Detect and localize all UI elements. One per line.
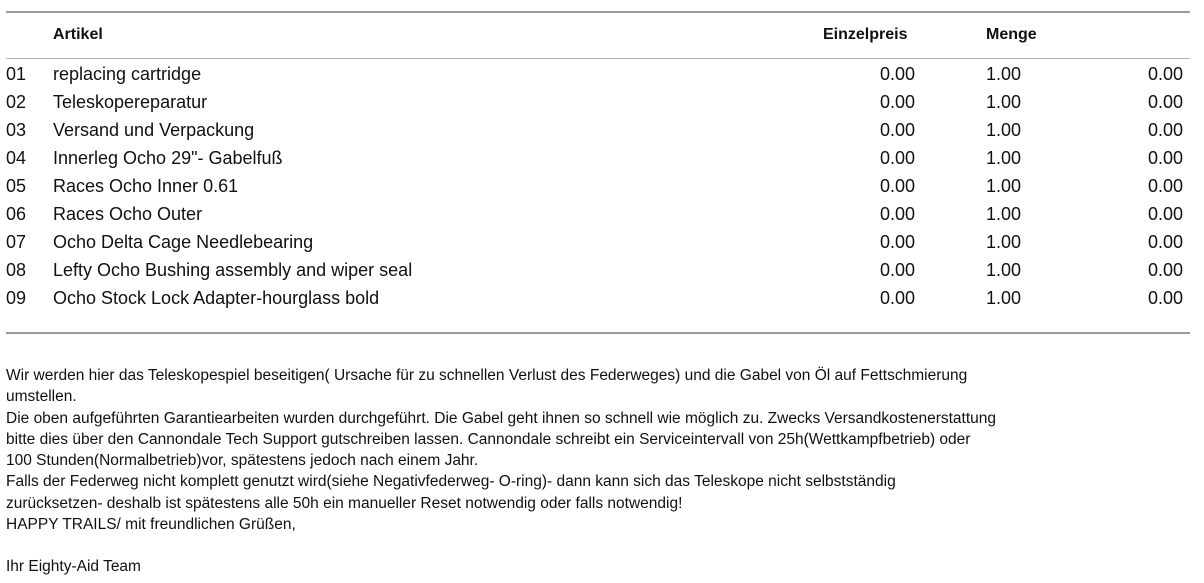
item-quantity: 1.00 xyxy=(985,288,1021,308)
item-article: Innerleg Ocho 29"- Gabelfuß xyxy=(53,148,283,168)
table-row xyxy=(0,117,1204,145)
item-article: Teleskopereparatur xyxy=(53,92,208,112)
item-unit-price: 0.00 xyxy=(879,204,915,224)
item-quantity: 1.00 xyxy=(985,120,1021,140)
item-total: 0.00 xyxy=(1147,232,1183,252)
item-article: Races Ocho Outer xyxy=(53,204,203,224)
item-unit-price: 0.00 xyxy=(879,64,915,84)
item-article: Ocho Delta Cage Needlebearing xyxy=(53,232,314,252)
item-unit-price: 0.00 xyxy=(879,176,915,196)
notes-line: 100 Stunden(Normalbetrieb)vor, spätestens jedoch nach einem Jahr. xyxy=(6,452,479,470)
item-position: 08 xyxy=(6,260,27,280)
table-row xyxy=(0,285,1204,313)
item-quantity: 1.00 xyxy=(985,92,1021,112)
item-unit-price: 0.00 xyxy=(879,288,915,308)
item-quantity: 1.00 xyxy=(985,204,1021,224)
item-total: 0.00 xyxy=(1147,260,1183,280)
item-total: 0.00 xyxy=(1147,120,1183,140)
item-unit-price: 0.00 xyxy=(879,92,915,112)
item-quantity: 1.00 xyxy=(985,64,1021,84)
item-article: replacing cartridge xyxy=(53,64,202,84)
item-position: 09 xyxy=(6,288,27,308)
item-quantity: 1.00 xyxy=(985,232,1021,252)
notes-line: zurücksetzen- deshalb ist spätestens alle 50h ein manueller Reset notwendig oder falls notwendig! xyxy=(6,494,683,512)
notes-line: Falls der Federweg nicht komplett genutzt wird(siehe Negativfederweg- O-ring)- dann kann sich das Teleskope nicht selbstständig xyxy=(6,473,896,491)
item-article: Ocho Stock Lock Adapter-hourglass bold xyxy=(53,288,380,308)
item-unit-price: 0.00 xyxy=(879,120,915,140)
notes-line: umstellen. xyxy=(6,388,77,406)
table-row xyxy=(0,61,1204,89)
item-position: 01 xyxy=(6,64,27,84)
header-unit-price: Einzelpreis xyxy=(823,26,908,43)
header-quantity: Menge xyxy=(986,26,1037,43)
item-total: 0.00 xyxy=(1147,92,1183,112)
table-row xyxy=(0,145,1204,173)
item-position: 05 xyxy=(6,176,27,196)
item-total: 0.00 xyxy=(1147,288,1183,308)
item-total: 0.00 xyxy=(1147,176,1183,196)
item-unit-price: 0.00 xyxy=(879,148,915,168)
item-position: 04 xyxy=(6,148,27,168)
item-unit-price: 0.00 xyxy=(879,232,915,252)
item-article: Lefty Ocho Bushing assembly and wiper seal xyxy=(53,260,413,280)
table-header-rule xyxy=(6,58,1190,59)
item-article: Versand und Verpackung xyxy=(53,120,255,140)
item-position: 06 xyxy=(6,204,27,224)
notes-line: Wir werden hier das Teleskopespiel beseitigen( Ursache für zu schnellen Verlust des Federweges) und die Gabel von Öl auf Fettschmierung xyxy=(6,367,968,384)
item-total: 0.00 xyxy=(1147,204,1183,224)
item-position: 03 xyxy=(6,120,27,140)
item-article: Races Ocho Inner 0.61 xyxy=(53,176,239,196)
item-position: 07 xyxy=(6,232,27,252)
notes-block xyxy=(6,365,1126,578)
table-bottom-rule xyxy=(6,332,1190,334)
notes-line: Die oben aufgeführten Garantiearbeiten wurden durchgeführt. Die Gabel geht ihnen so schnell wie möglich zu. Zwecks Versandkostenerstattung xyxy=(6,409,997,427)
table-row xyxy=(0,257,1204,285)
item-total: 0.00 xyxy=(1147,64,1183,84)
item-total: 0.00 xyxy=(1147,148,1183,168)
notes-line: bitte dies über den Cannondale Tech Support gutschreiben lassen. Cannondale schreibt ein Serviceintervall von 25h(Wettkampfbetrieb) oder xyxy=(6,430,971,448)
item-quantity: 1.00 xyxy=(985,148,1021,168)
notes-line: HAPPY TRAILS/ mit freundlichen Grüßen, xyxy=(6,516,296,534)
signature: Ihr Eighty-Aid Team xyxy=(6,558,141,576)
item-quantity: 1.00 xyxy=(985,176,1021,196)
header-article: Artikel xyxy=(53,26,103,43)
item-quantity: 1.00 xyxy=(985,260,1021,280)
table-row xyxy=(0,89,1204,117)
table-row xyxy=(0,229,1204,257)
item-position: 02 xyxy=(6,92,27,112)
table-top-rule xyxy=(6,11,1190,13)
table-row xyxy=(0,173,1204,201)
item-unit-price: 0.00 xyxy=(879,260,915,280)
table-row xyxy=(0,201,1204,229)
